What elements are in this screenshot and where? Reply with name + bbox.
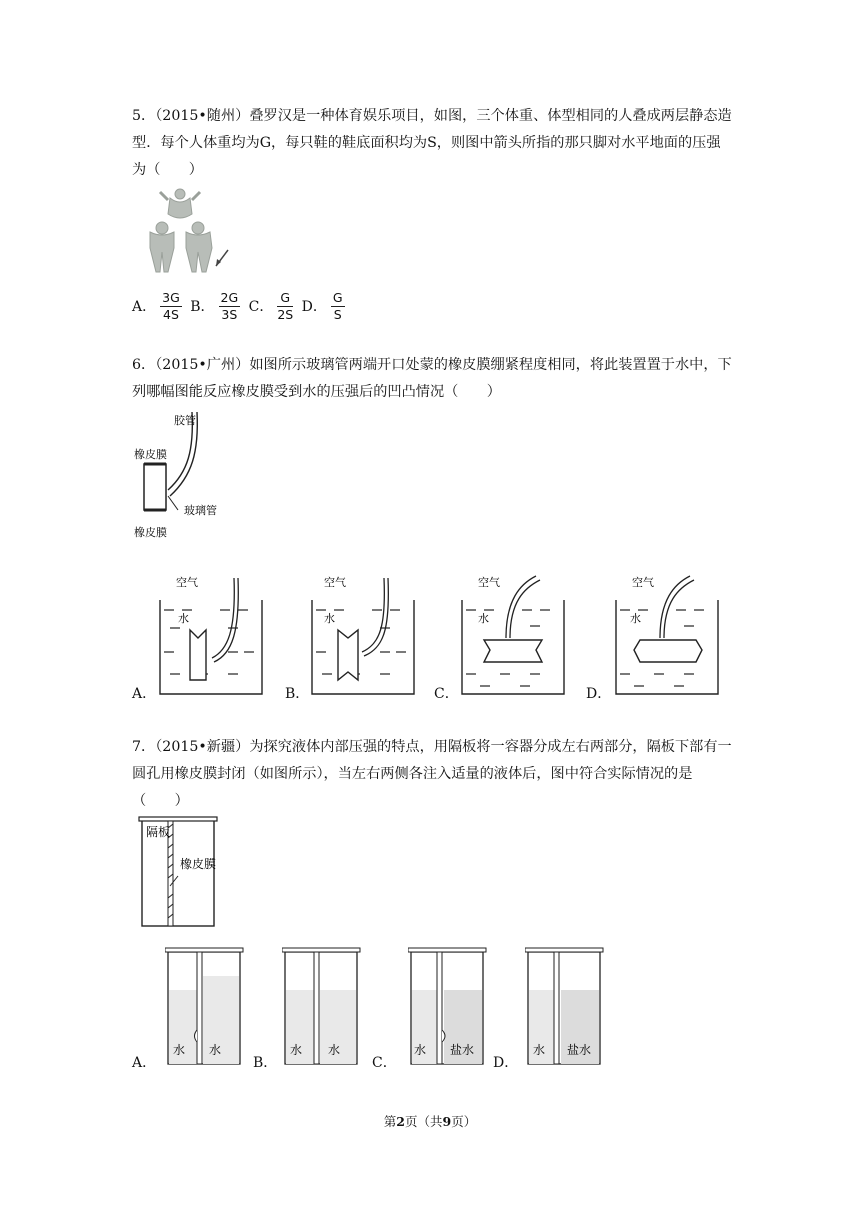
option-7c-figure bbox=[408, 946, 488, 1070]
option-6b-figure bbox=[310, 570, 420, 698]
option-6a-figure bbox=[158, 570, 268, 698]
svg-text:水: 水 bbox=[290, 1043, 303, 1057]
svg-text:空气: 空气 bbox=[324, 576, 346, 589]
svg-text:盐水: 盐水 bbox=[567, 1043, 592, 1057]
option-6c-figure bbox=[460, 570, 570, 698]
svg-text:空气: 空气 bbox=[176, 576, 198, 589]
option-a[interactable]: A． $\frac{3G}{4S}$ bbox=[132, 290, 180, 322]
option-6c-label[interactable]: C． bbox=[434, 686, 459, 702]
partition-container-figure bbox=[138, 814, 218, 932]
option-d[interactable]: D． $\frac{G}{S}$ bbox=[301, 290, 343, 322]
svg-text:水: 水 bbox=[173, 1043, 186, 1057]
option-6a-label[interactable]: A． bbox=[132, 686, 157, 702]
glass-tube-figure bbox=[134, 410, 244, 544]
svg-text:水: 水 bbox=[478, 612, 489, 625]
svg-text:隔板: 隔板 bbox=[146, 825, 171, 839]
svg-text:橡皮膜: 橡皮膜 bbox=[180, 857, 217, 871]
option-7b-figure bbox=[282, 946, 362, 1070]
svg-text:水: 水 bbox=[178, 612, 189, 625]
option-b[interactable]: B． $\frac{2G}{3S}$ bbox=[190, 290, 239, 322]
question-5-text: 5．（2015•随州）叠罗汉是一种体育娱乐项目，如图，三个体重、体型相同的人叠成两层静态造型．每个人体重均为G，每只鞋的鞋底面积均为S，则图中箭头所指的那只脚对水平地面的压强为（ ） bbox=[132, 108, 732, 178]
option-6d-label[interactable]: D． bbox=[586, 686, 612, 702]
svg-text:空气: 空气 bbox=[478, 576, 500, 589]
human-pyramid-figure bbox=[132, 186, 232, 278]
question-7-text: 7．（2015•新疆）为探究液体内部压强的特点，用隔板将一容器分成左右两部分，隔板下部有一圆孔用橡皮膜封闭（如图所示），当左右两侧各注入适量的液体后，图中符合实际情况的是（ ） bbox=[132, 739, 732, 809]
question-5-options bbox=[132, 291, 349, 322]
total-pages: 9 bbox=[442, 1114, 452, 1129]
svg-text:水: 水 bbox=[328, 1043, 341, 1057]
option-7b-label[interactable]: B． bbox=[253, 1055, 278, 1071]
svg-text:胶管: 胶管 bbox=[174, 414, 196, 427]
option-7a-label[interactable]: A． bbox=[132, 1055, 157, 1071]
svg-text:橡皮膜: 橡皮膜 bbox=[134, 526, 167, 539]
question-6-text: 6．（2015•广州）如图所示玻璃管两端开口处蒙的橡皮膜绷紧程度相同，将此装置置于水中，下列哪幅图能反应橡皮膜受到水的压强后的凹凸情况（ ） bbox=[132, 357, 732, 400]
page-footer: 第2页（共9页） bbox=[383, 1114, 477, 1129]
svg-text:空气: 空气 bbox=[632, 576, 654, 589]
option-7c-label[interactable]: C． bbox=[372, 1055, 397, 1071]
option-6b-label[interactable]: B． bbox=[285, 686, 310, 702]
option-7a-figure bbox=[165, 946, 245, 1070]
option-6d-figure bbox=[614, 570, 724, 698]
option-7d-label[interactable]: D． bbox=[493, 1055, 519, 1071]
svg-text:盐水: 盐水 bbox=[450, 1043, 475, 1057]
svg-text:水: 水 bbox=[324, 612, 335, 625]
option-7d-figure bbox=[525, 946, 605, 1070]
svg-text:水: 水 bbox=[209, 1043, 222, 1057]
svg-text:水: 水 bbox=[414, 1043, 427, 1057]
svg-text:水: 水 bbox=[533, 1043, 546, 1057]
svg-text:玻璃管: 玻璃管 bbox=[184, 504, 217, 517]
page-number: 2 bbox=[396, 1114, 405, 1129]
svg-text:水: 水 bbox=[630, 612, 641, 625]
svg-text:橡皮膜: 橡皮膜 bbox=[134, 448, 167, 461]
option-c[interactable]: C． $\frac{G}{2S}$ bbox=[248, 290, 294, 322]
